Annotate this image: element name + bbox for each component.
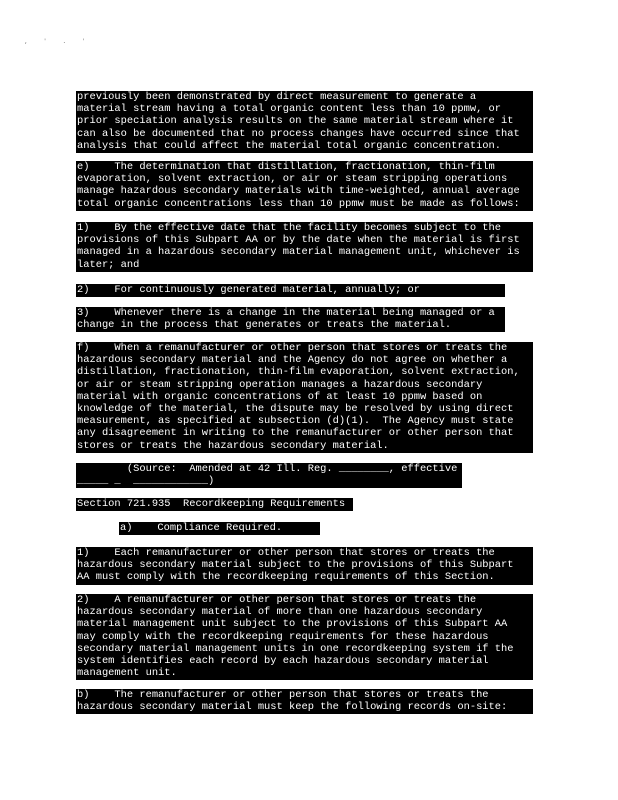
- subsection-a-heading: a) Compliance Required.: [119, 522, 320, 535]
- paragraph-a2: 2) A remanufacturer or other person that stores or treats the hazardous secondary material of more than one hazardous secondary material management unit subject to the provisions of this Subpart AA may comply with the recordkeeping requirements for these hazardous secondary material management units in one recordkeeping system if the system identifies each record by each hazardous secondary material management unit.: [76, 594, 533, 680]
- source-note-line2: _____ _ ____________): [76, 475, 462, 488]
- paragraph-b: b) The remanufacturer or other person that stores or treats the hazardous secondary material must keep the following records on-site:: [76, 689, 533, 714]
- paragraph-e: e) The determination that distillation, fractionation, thin-film evaporation, solvent extraction, or air or steam stripping operations manage hazardous secondary materials with time-weighted, annual average total organic concentrations less than 10 ppmw must be made as follows:: [76, 161, 533, 211]
- scan-specks: , ' . ': [24, 38, 92, 45]
- paragraph-a1: 1) Each remanufacturer or other person that stores or treats the hazardous secondary material subject to the provisions of this Subpart AA must comply with the recordkeeping requirements of this Section.: [76, 547, 533, 585]
- paragraph-e3: 3) Whenever there is a change in the material being managed or a change in the process that generates or treats the material.: [76, 307, 505, 332]
- section-heading: Section 721.935 Recordkeeping Requirements: [76, 498, 353, 511]
- paragraph-intro: previously been demonstrated by direct measurement to generate a material stream having a total organic content less than 10 ppmw, or prior speciation analysis results on the same material stream where it can also be documented that no process changes have occurred since that analysis that could affect the material total organic concentration.: [76, 91, 533, 153]
- source-note-line1: (Source: Amended at 42 Ill. Reg. ________, effective: [76, 463, 462, 476]
- paragraph-e2: 2) For continuously generated material, annually; or: [76, 284, 505, 297]
- paragraph-f: f) When a remanufacturer or other person that stores or treats the hazardous secondary material and the Agency do not agree on whether a distillation, fractionation, thin-film evaporation, solvent extraction, or air or steam stripping operation manages a hazardous secondary material with organic concentrations of at least 10 ppmw based on knowledge of the material, the dispute may be resolved by using direct measurement, as specified at subsection (d)(1). The Agency must state any disagreement in writing to the remanufacturer or other person that stores or treats the hazardous secondary material.: [76, 342, 533, 453]
- paragraph-e1: 1) By the effective date that the facility becomes subject to the provisions of this Subpart AA or by the date when the material is first managed in a hazardous secondary material management unit, whichever is later; and: [76, 222, 533, 272]
